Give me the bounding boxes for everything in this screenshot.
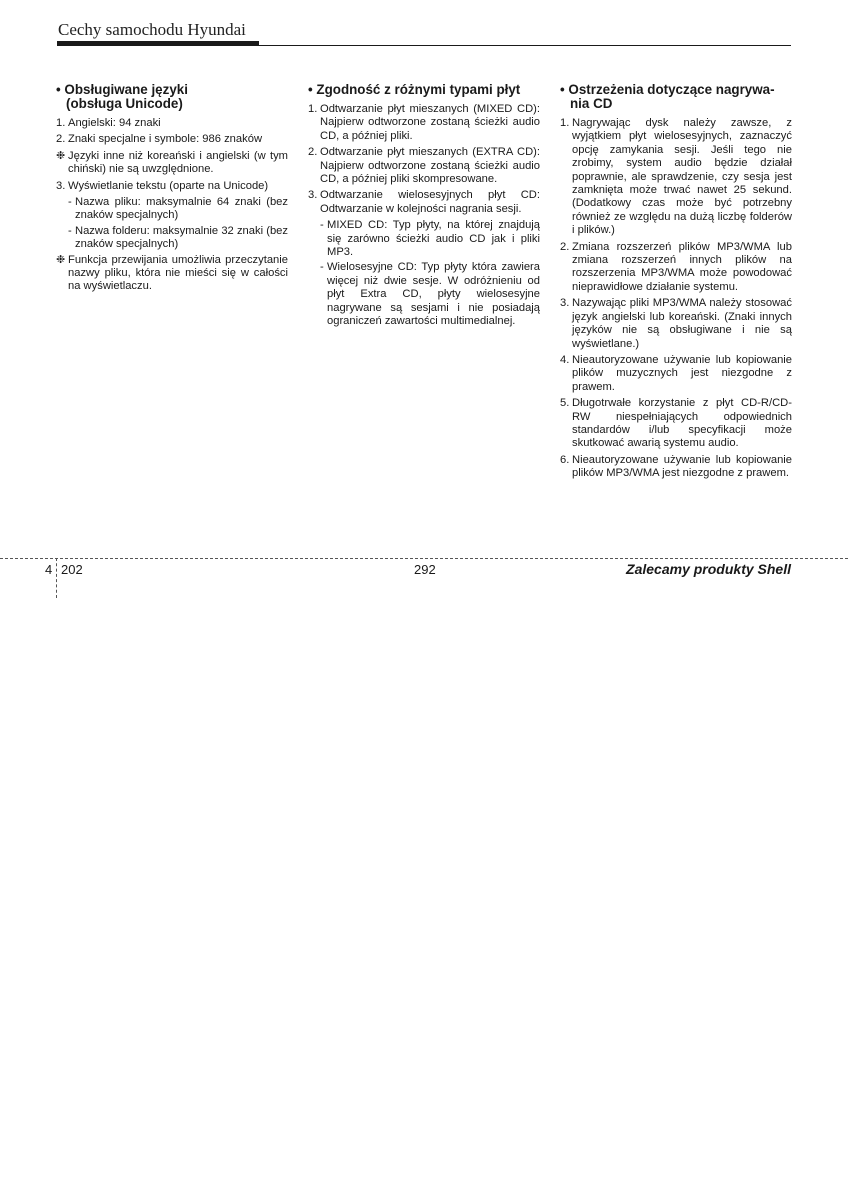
list-item: 1. Nagrywając dysk należy zawsze, z wyjątkiem płyt wielosesyjnych, zaznaczyć opcję zamykania sesji. Jeśli tego nie zrobimy, system audio będzie działał poprawnie, ale sprawdzenie, czy sesja jest zamknięta może trwać nawet 25 sekund. (Dodatkowy czas może być potrzebny również ze względu na dużą liczbę folderów i plików.): [560, 117, 792, 237]
list-item: 4. Nieautoryzowane używanie lub kopiowanie plików muzycznych jest niezgodne z prawem.: [560, 353, 792, 393]
list-item: 3. Odtwarzanie wielosesyjnych płyt CD: Odtwarzanie w kolejności nagrania sesji.: [308, 189, 540, 215]
column-cd-recording-warnings: [560, 83, 792, 484]
column-supported-languages: [56, 83, 288, 297]
note-item: ❉ Funkcja przewijania umożliwia przeczytanie nazwy pliku, która nie mieści się w całości na wyświetlaczu.: [56, 253, 288, 293]
list-item: 1. Odtwarzanie płyt mieszanych (MIXED CD): Najpierw odtworzone zostaną ścieżki audio CD, a później pliki.: [308, 103, 540, 142]
footer-page-number: 202: [61, 562, 83, 577]
sub-item: - Nazwa pliku: maksymalnie 64 znaki (bez znaków specjalnych): [68, 196, 288, 222]
header-rule-thin: [259, 45, 791, 46]
note-icon: ❉: [56, 253, 66, 266]
list-item: 3. Wyświetlanie tekstu (oparte na Unicode): [56, 179, 269, 192]
sub-item: - Wielosesyjne CD: Typ płyty która zawiera więcej niż dwie sesje. W odróżnieniu od płyt Extra CD, płyty wielosesyjne nagrywane są sesjami i nie posiadają ograniczeń zawartości multimedialnej.: [320, 261, 540, 328]
list-item: 6. Nieautoryzowane używanie lub kopiowanie plików MP3/WMA jest niezgodne z prawem.: [560, 453, 792, 480]
sub-item: - MIXED CD: Typ płyty, na której znajdują się zarówno ścieżki audio CD jak i pliki MP3.: [320, 219, 540, 259]
section-heading: • Zgodność z różnymi typami płyt: [308, 82, 521, 97]
sub-item: - Nazwa folderu: maksymalnie 32 znaki (bez znaków specjalnych): [68, 224, 288, 251]
footer-slogan: Zalecamy produkty Shell: [626, 561, 791, 577]
list-item: 3. Nazywając pliki MP3/WMA należy stosować język angielski lub koreański. (Znaki innych języków nie są obsługiwane i nie są wyświetlane.): [560, 297, 792, 350]
list-item: 5. Długotrwałe korzystanie z płyt CD-R/CD-RW niespełniających odpowiednich standardów i/lub specyfikacji może skutkować awarią systemu audio.: [560, 397, 792, 450]
note-item: ❉ Języki inne niż koreański i angielski (w tym chiński) nie są uwzględnione.: [56, 149, 288, 176]
note-icon: ❉: [56, 149, 66, 162]
footer-chapter-number: 4: [45, 562, 53, 577]
section-heading: • Obsługiwane języki (obsługa Unicode): [56, 82, 188, 111]
footer-vertical-dashed-rule: [56, 558, 57, 598]
header-rule-thick: [57, 41, 259, 46]
list-item: 2. Znaki specjalne i symbole: 986 znaków: [56, 133, 263, 146]
section-heading: • Ostrzeżenia dotyczące nagrywa- nia CD: [560, 82, 775, 111]
list-item: 2. Odtwarzanie płyt mieszanych (EXTRA CD): Najpierw odtworzone zostaną ścieżki audio CD, a później pliki skompresowane.: [308, 146, 540, 186]
footer-center-number: 292: [414, 562, 436, 577]
list-item: 1. Angielski: 94 znaki: [56, 117, 161, 129]
list-item: 2. Zmiana rozszerzeń plików MP3/WMA lub zmiana rozszerzeń innych plików na rozszerzenia MP3/WMA może powodować nieprawidłowe działanie systemu.: [560, 240, 792, 293]
footer-dashed-rule: [0, 558, 848, 559]
page-header-title: Cechy samochodu Hyundai: [58, 20, 246, 39]
column-disc-compatibility: [308, 83, 540, 331]
